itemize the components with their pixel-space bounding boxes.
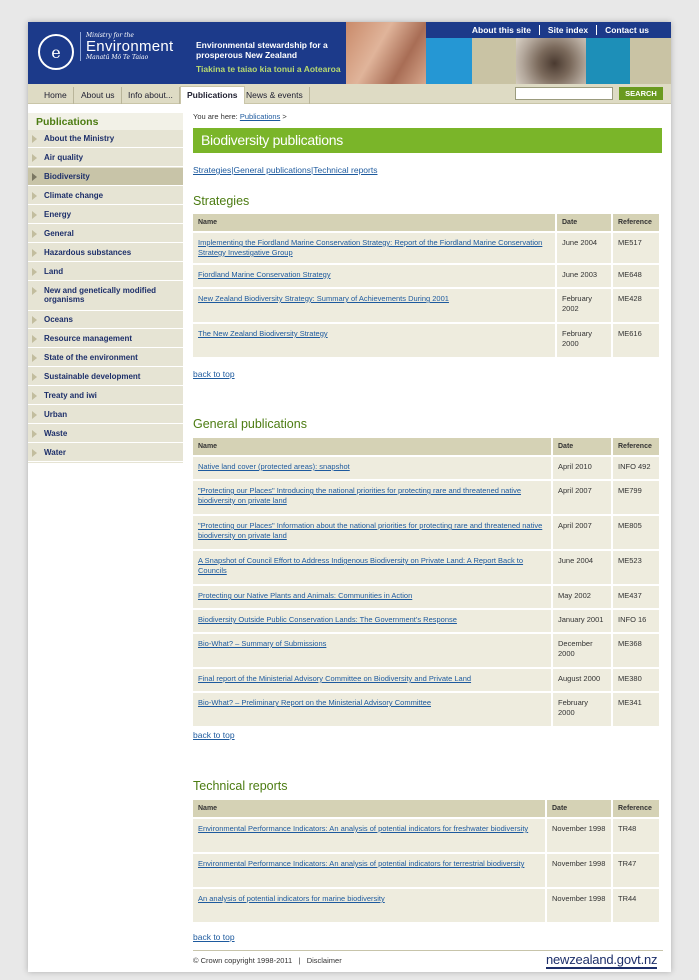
publication-date: June 2004 bbox=[557, 233, 613, 263]
publication-link[interactable]: Protecting our Native Plants and Animals: Communities in Action bbox=[198, 591, 413, 600]
site-header bbox=[28, 22, 671, 84]
table-row bbox=[193, 289, 661, 322]
link-about-this-site[interactable]: About this site bbox=[471, 25, 531, 35]
publication-name-cell bbox=[193, 457, 553, 479]
link-site-index[interactable]: Site index bbox=[539, 25, 596, 35]
publication-name-cell bbox=[193, 854, 547, 887]
publication-reference: INFO 492 bbox=[613, 457, 661, 479]
publication-name-cell bbox=[193, 233, 557, 263]
nav-info-about[interactable]: Info about... bbox=[122, 87, 180, 104]
ministry-logo-icon[interactable]: e bbox=[38, 34, 74, 70]
breadcrumb-prefix: You are here: bbox=[193, 112, 238, 121]
sidebar-item-air-quality[interactable]: Air quality bbox=[28, 149, 183, 167]
publication-reference: ME341 bbox=[613, 693, 661, 726]
publication-reference: TR44 bbox=[613, 889, 661, 922]
table-row bbox=[193, 854, 661, 887]
publication-reference: ME799 bbox=[613, 481, 661, 514]
logo-line-2: Environment bbox=[86, 38, 174, 55]
publication-link[interactable]: Fiordland Marine Conservation Strategy bbox=[198, 270, 331, 279]
publication-date: February 2002 bbox=[557, 289, 613, 322]
publication-date: November 1998 bbox=[547, 854, 613, 887]
back-to-top-link[interactable]: back to top bbox=[193, 730, 235, 740]
publication-link[interactable]: A Snapshot of Council Effort to Address Indigenous Biodiversity on Private Land: A Report Back to Councils bbox=[198, 556, 524, 575]
publication-date: May 2002 bbox=[553, 586, 613, 608]
back-to-top-link[interactable]: back to top bbox=[193, 369, 235, 379]
publication-date: January 2001 bbox=[553, 610, 613, 632]
sidebar-item-energy[interactable]: Energy bbox=[28, 206, 183, 224]
publication-link[interactable]: New Zealand Biodiversity Strategy: Summary of Achievements During 2001 bbox=[198, 294, 449, 303]
publication-reference: ME648 bbox=[613, 265, 661, 287]
publication-link[interactable]: "Protecting our Places" Information about the national priorities for protecting rare and threatened native biodiversity on private land bbox=[198, 521, 543, 540]
publication-name-cell bbox=[193, 610, 553, 632]
nav-about-us[interactable]: About us bbox=[75, 87, 122, 104]
table-header-row bbox=[193, 214, 661, 231]
table-row bbox=[193, 516, 661, 549]
publication-name-cell bbox=[193, 481, 553, 514]
publication-reference: ME428 bbox=[613, 289, 661, 322]
footer bbox=[193, 956, 342, 965]
header-color-block bbox=[472, 38, 516, 84]
publication-link[interactable]: The New Zealand Biodiversity Strategy bbox=[198, 329, 328, 338]
column-header-name: Name bbox=[193, 438, 553, 455]
publication-link[interactable]: "Protecting our Places" Introducing the national priorities for protecting rare and threatened native biodiversity on private land bbox=[198, 486, 522, 505]
section-jump-links: Strategies|General publications|Technical reports bbox=[193, 165, 378, 175]
column-header-date: Date bbox=[557, 214, 613, 231]
publication-link[interactable]: Environmental Performance Indicators: An analysis of potential indicators for terrestrial biodiversity bbox=[198, 859, 525, 868]
nav-publications[interactable]: Publications bbox=[180, 86, 245, 104]
sidebar-item-resource-management[interactable]: Resource management bbox=[28, 330, 183, 348]
section-heading-general: General publications bbox=[193, 417, 307, 431]
sidebar-item-climate-change[interactable]: Climate change bbox=[28, 187, 183, 205]
publication-name-cell bbox=[193, 324, 557, 357]
publication-link[interactable]: Native land cover (protected areas): snapshot bbox=[198, 462, 350, 471]
publication-date: June 2004 bbox=[553, 551, 613, 584]
publication-name-cell bbox=[193, 889, 547, 922]
table-row bbox=[193, 819, 661, 852]
publication-date: April 2007 bbox=[553, 516, 613, 549]
header-color-block bbox=[586, 38, 630, 84]
header-color-block bbox=[426, 38, 472, 84]
header-photo-hands bbox=[346, 22, 426, 84]
table-row bbox=[193, 586, 661, 608]
logo-line-1: Ministry for the bbox=[86, 32, 134, 39]
jump-general-publications[interactable]: General publications bbox=[233, 165, 311, 175]
footer-separator: | bbox=[298, 956, 301, 965]
table-header-row bbox=[193, 800, 661, 817]
publication-reference: INFO 16 bbox=[613, 610, 661, 632]
sidebar-item-state-of-the-environment[interactable]: State of the environment bbox=[28, 349, 183, 367]
sidebar-item-urban[interactable]: Urban bbox=[28, 406, 183, 424]
publication-date: November 1998 bbox=[547, 819, 613, 852]
strategies-table bbox=[193, 212, 661, 359]
publication-date: February 2000 bbox=[557, 324, 613, 357]
link-contact-us[interactable]: Contact us bbox=[596, 25, 657, 35]
publication-link[interactable]: An analysis of potential indicators for marine biodiversity bbox=[198, 894, 385, 903]
publication-reference: ME805 bbox=[613, 516, 661, 549]
table-row bbox=[193, 233, 661, 263]
breadcrumb-separator: > bbox=[282, 112, 287, 121]
page bbox=[28, 22, 671, 972]
publication-reference: ME616 bbox=[613, 324, 661, 357]
publication-date: April 2007 bbox=[553, 481, 613, 514]
nav-news-events[interactable]: News & events bbox=[240, 87, 310, 104]
disclaimer-link[interactable]: Disclaimer bbox=[306, 956, 342, 965]
publication-reference: ME523 bbox=[613, 551, 661, 584]
table-row bbox=[193, 634, 661, 667]
sidebar-item-sustainable-development[interactable]: Sustainable development bbox=[28, 368, 183, 386]
sidebar-item-new-and-genetically-modified-organisms[interactable]: New and genetically modified organisms bbox=[28, 282, 183, 311]
publication-reference: ME380 bbox=[613, 669, 661, 691]
table-row bbox=[193, 457, 661, 479]
publication-name-cell bbox=[193, 265, 557, 287]
publication-link[interactable]: Environmental Performance Indicators: An analysis of potential indicators for freshwater biodiversity bbox=[198, 824, 529, 833]
sidebar-item-oceans[interactable]: Oceans bbox=[28, 311, 183, 329]
table-row bbox=[193, 889, 661, 922]
page-title: Biodiversity publications bbox=[193, 128, 662, 153]
publication-name-cell bbox=[193, 289, 557, 322]
table-row bbox=[193, 265, 661, 287]
publication-link[interactable]: Bio-What? – Summary of Submissions bbox=[198, 639, 327, 648]
table-header-row bbox=[193, 438, 661, 455]
jump-technical-reports[interactable]: Technical reports bbox=[313, 165, 378, 175]
table-row bbox=[193, 693, 661, 726]
publication-name-cell bbox=[193, 634, 553, 667]
top-links bbox=[464, 25, 657, 35]
sidebar-item-biodiversity[interactable]: Biodiversity bbox=[28, 168, 183, 186]
publication-date: November 1998 bbox=[547, 889, 613, 922]
publication-name-cell bbox=[193, 551, 553, 584]
maori-tagline: Tiakina te taiao kia tonui a Aotearoa bbox=[196, 64, 341, 74]
column-header-reference: Reference bbox=[613, 800, 661, 817]
publication-link[interactable]: Implementing the Fiordland Marine Conservation Strategy: Report of the Fiordland Marine Conservation Strategy Investigative Group bbox=[198, 238, 543, 257]
publication-name-cell bbox=[193, 516, 553, 549]
publication-reference: ME368 bbox=[613, 634, 661, 667]
publication-date: February 2000 bbox=[553, 693, 613, 726]
publication-link[interactable]: Final report of the Ministerial Advisory Committee on Biodiversity and Private Land bbox=[198, 674, 472, 683]
publication-reference: ME437 bbox=[613, 586, 661, 608]
sidebar-item-about-the-ministry[interactable]: About the Ministry bbox=[28, 130, 183, 148]
publication-name-cell bbox=[193, 669, 553, 691]
table-row bbox=[193, 481, 661, 514]
sidebar-title: Publications bbox=[28, 113, 183, 130]
sidebar-item-general[interactable]: General bbox=[28, 225, 183, 243]
sidebar-item-land[interactable]: Land bbox=[28, 263, 183, 281]
ministry-logo-text[interactable] bbox=[80, 32, 174, 61]
sidebar bbox=[28, 113, 183, 463]
table-row bbox=[193, 610, 661, 632]
column-header-reference: Reference bbox=[613, 214, 661, 231]
sidebar-item-treaty-and-iwi[interactable]: Treaty and iwi bbox=[28, 387, 183, 405]
column-header-date: Date bbox=[553, 438, 613, 455]
header-photo-bird bbox=[516, 38, 586, 84]
breadcrumb-link-publications[interactable]: Publications bbox=[239, 112, 281, 121]
publication-reference: TR47 bbox=[613, 854, 661, 887]
table-row bbox=[193, 551, 661, 584]
technical-reports-table bbox=[193, 798, 661, 924]
general-publications-table bbox=[193, 436, 661, 728]
table-row bbox=[193, 324, 661, 357]
publication-name-cell bbox=[193, 586, 553, 608]
logo-line-3: Manatū Mō Te Taiao bbox=[86, 54, 149, 61]
sidebar-item-waste[interactable]: Waste bbox=[28, 425, 183, 443]
publication-date: June 2003 bbox=[557, 265, 613, 287]
column-header-name: Name bbox=[193, 800, 547, 817]
footer-divider bbox=[193, 950, 663, 951]
publication-link[interactable]: Bio-What? – Preliminary Report on the Ministerial Advisory Committee bbox=[198, 698, 432, 707]
publication-name-cell bbox=[193, 693, 553, 726]
nav-home[interactable]: Home bbox=[38, 87, 74, 104]
publication-reference: TR48 bbox=[613, 819, 661, 852]
section-heading-technical: Technical reports bbox=[193, 779, 288, 793]
tagline: Environmental stewardship for a prosperous New Zealand bbox=[196, 40, 328, 60]
publication-date: August 2000 bbox=[553, 669, 613, 691]
header-color-block bbox=[630, 38, 671, 84]
publication-date: April 2010 bbox=[553, 457, 613, 479]
column-header-name: Name bbox=[193, 214, 557, 231]
back-to-top-link[interactable]: back to top bbox=[193, 932, 235, 942]
publication-date: December 2000 bbox=[553, 634, 613, 667]
column-header-date: Date bbox=[547, 800, 613, 817]
breadcrumb bbox=[193, 112, 287, 121]
search-input[interactable] bbox=[515, 87, 613, 100]
sidebar-item-hazardous-substances[interactable]: Hazardous substances bbox=[28, 244, 183, 262]
publication-reference: ME517 bbox=[613, 233, 661, 263]
publication-name-cell bbox=[193, 819, 547, 852]
publication-link[interactable]: Biodiversity Outside Public Conservation Lands: The Government's Response bbox=[198, 615, 457, 624]
search-button[interactable]: SEARCH bbox=[619, 87, 663, 100]
copyright-text: © Crown copyright 1998-2011 bbox=[193, 956, 293, 965]
newzealand-govt-logo[interactable]: newzealand.govt.nz bbox=[546, 952, 658, 967]
section-heading-strategies: Strategies bbox=[193, 194, 250, 208]
jump-strategies[interactable]: Strategies bbox=[193, 165, 232, 175]
column-header-reference: Reference bbox=[613, 438, 661, 455]
table-row bbox=[193, 669, 661, 691]
sidebar-item-water[interactable]: Water bbox=[28, 444, 183, 462]
